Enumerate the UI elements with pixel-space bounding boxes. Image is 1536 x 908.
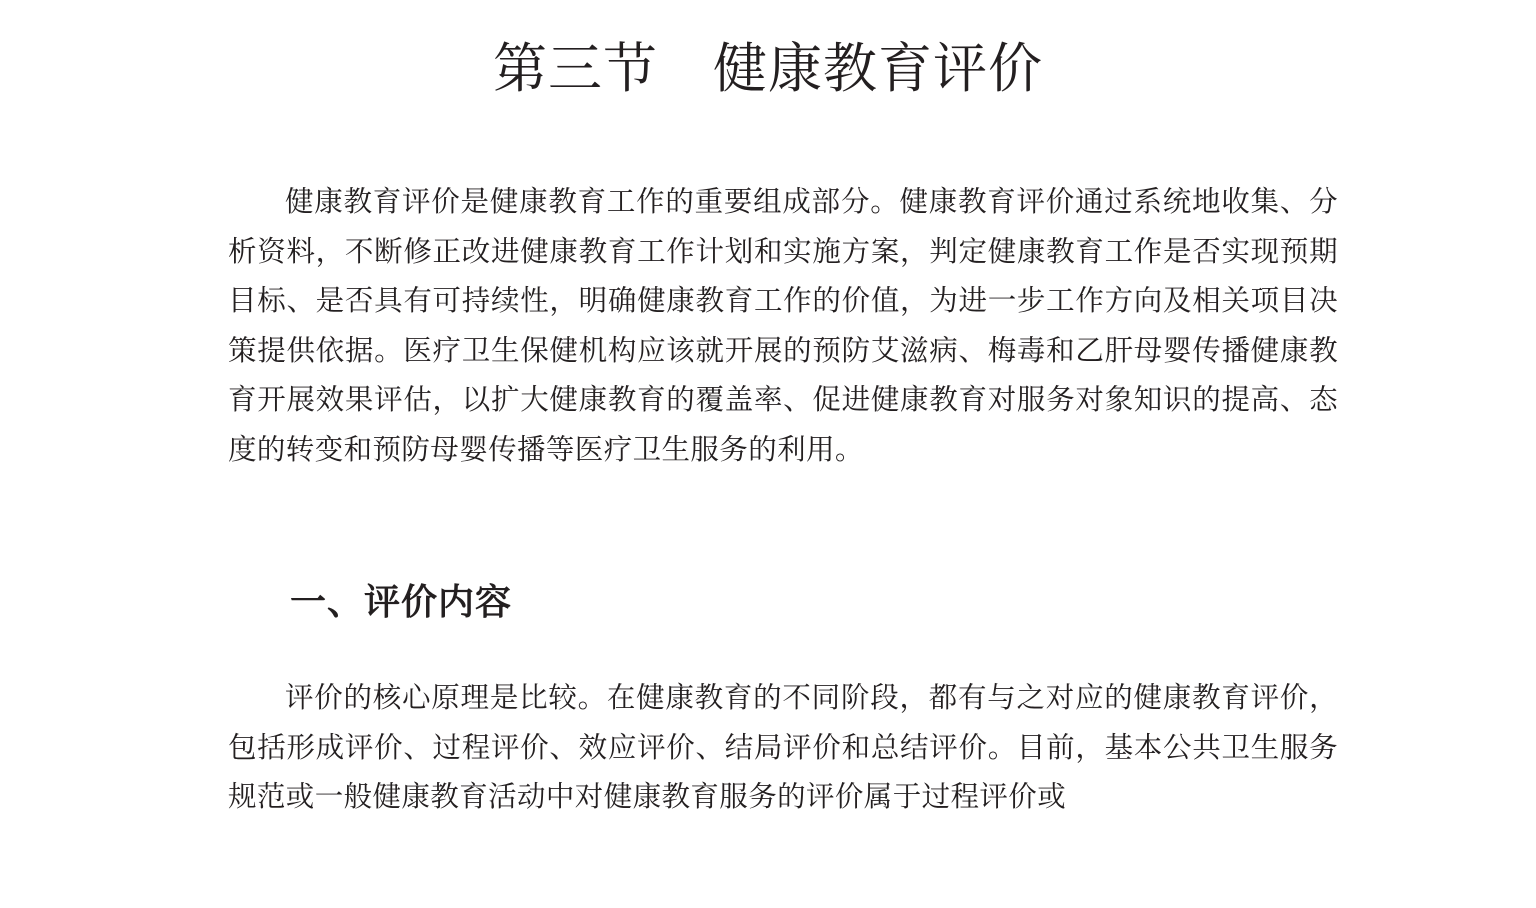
intro-paragraph: 健康教育评价是健康教育工作的重要组成部分。健康教育评价通过系统地收集、分析资料，不断修正改进健康教育工作计划和实施方案，判定健康教育工作是否实现预期目标、是否具有可持续性，明确健康教育工作的价值，为进一步工作方向及相关项目决策提供依据。医疗卫生保健机构应该就开展的预防艾滋病、梅毒和乙肝母婴传播健康教育开展效果评估，以扩大健康教育的覆盖率、促进健康教育对服务对象知识的提高、态度的转变和预防母婴传播等医疗卫生服务的利用。	[228, 185, 1338, 466]
subsection-heading: 一、评价内容	[290, 582, 513, 623]
subsection-paragraph: 评价的核心原理是比较。在健康教育的不同阶段，都有与之对应的健康教育评价，包括形成评价、过程评价、效应评价、结局评价和总结评价。目前，基本公共卫生服务规范或一般健康教育活动中对健康教育服务的评价属于过程评价或	[228, 681, 1338, 814]
section-title: 第三节 健康教育评价	[493, 37, 1043, 100]
